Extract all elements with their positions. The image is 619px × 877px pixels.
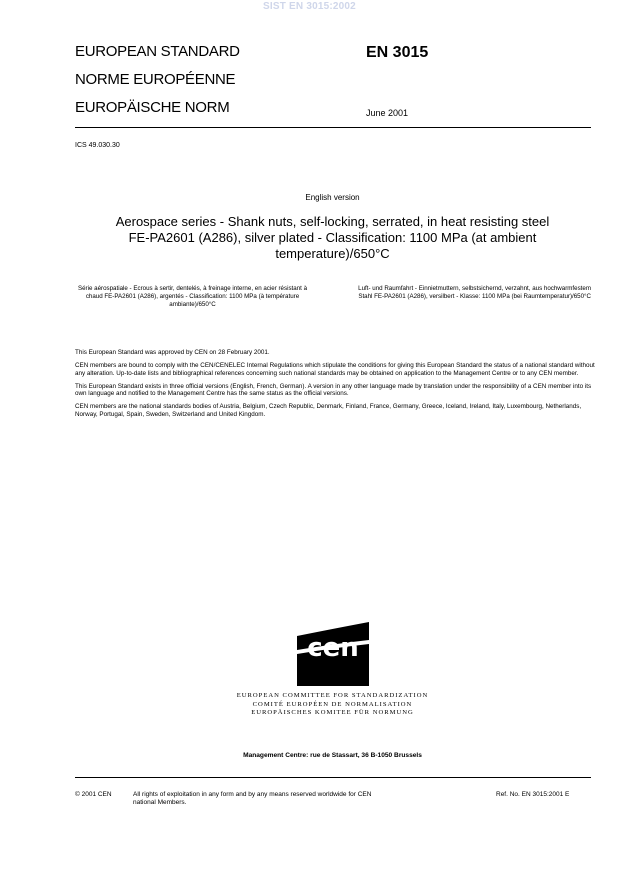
watermark: SIST EN 3015:2002 <box>263 1 356 12</box>
footer-rule <box>75 777 591 778</box>
members-list-paragraph: CEN members are the national standards bodies of Austria, Belgium, Czech Republic, Denmark, Finland, France, Germany, Greece, Iceland, Ireland, Italy, Luxembourg, Netherlands, Norway, Portugal, Spain, Sweden, Switzerland and United Kingdom. <box>75 403 582 419</box>
title-german: Luft- und Raumfahrt - Einnietmuttern, selbstsichernd, verzahnt, aus hochwarmfestem Stahl FE-PA2601 (A286), versilbert - Klasse: 1100 MPa (bei Raumtemperatur)/650°C <box>358 285 591 300</box>
committee-name-de: EUROPÄISCHES KOMITEE FÜR NORMUNG <box>251 709 414 717</box>
rights-statement: All rights of exploitation in any form and by any means reserved worldwide for CEN national Members. <box>133 791 372 806</box>
approval-paragraph: This European Standard was approved by CEN on 28 February 2001. <box>75 349 270 356</box>
members-obligation-paragraph: CEN members are bound to comply with the CEN/CENELEC Internal Regulations which stipulate the conditions for giving this European Standard the status of a national standard without any alteration. Up-to-date lists and bibliographical references concerning such national standards may be obtained on application to the Management Centre or to any CEN member. <box>75 362 595 377</box>
reference-number: Ref. No. EN 3015:2001 E <box>496 791 570 798</box>
cen-logo-text: cen <box>307 633 359 663</box>
standard-name-en: EUROPEAN STANDARD <box>75 43 240 60</box>
management-centre: Management Centre: rue de Stassart, 36 B-1050 Brussels <box>243 752 422 759</box>
versions-paragraph: This European Standard exists in three official versions (English, French, German). A version in any other language made by translation under the responsibility of a CEN member into its own language and notified to the Management Centre has the same status as the official versions. <box>75 382 592 398</box>
standard-name-de: EUROPÄISCHE NORM <box>75 99 230 116</box>
committee-names <box>200 692 465 718</box>
standard-number: EN 3015 <box>366 44 429 61</box>
ics-code: ICS 49.030.30 <box>75 142 120 149</box>
approval-text <box>75 349 595 424</box>
committee-name-fr: COMITÉ EUROPÉEN DE NORMALISATION <box>252 700 413 708</box>
publication-date: June 2001 <box>366 108 409 118</box>
committee-name-en: EUROPEAN COMMITTEE FOR STANDARDIZATION <box>236 692 429 699</box>
document-title: Aerospace series - Shank nuts, self-locking, serrated, in heat resisting steel FE-PA2601 (A286), silver plated - Classification: 1100 MPa (at ambient temperature)/650°C <box>115 214 550 261</box>
copyright: © 2001 CEN <box>75 791 112 798</box>
standard-name-fr: NORME EUROPÉENNE <box>75 71 236 88</box>
cen-logo <box>297 614 369 686</box>
header-rule <box>75 127 591 128</box>
title-french: Série aérospatiale - Ecrous à sertir, dentelés, à freinage interne, en acier résistant à chaud FE-PA2601 (A286), argentés - Classification: 1100 MPa (à température ambiante)/650°C <box>77 285 308 308</box>
version-label: English version <box>305 193 360 202</box>
